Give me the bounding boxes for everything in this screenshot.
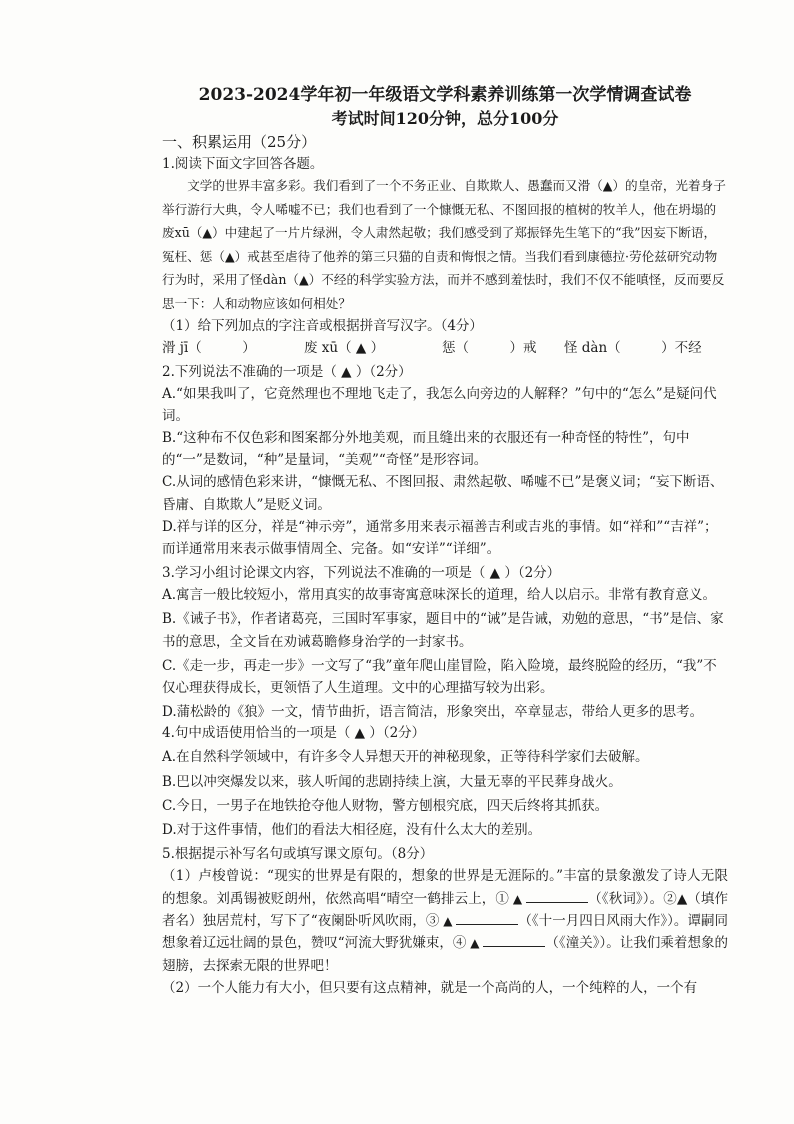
answer-blank-3[interactable]: ▲: [439, 914, 457, 929]
question-3-option-a: A.寓言一般比较短小，常用真实的故事寄寓意味深长的道理，给人以启示。非常有教育意义。: [162, 587, 717, 604]
question-2-option-d: D.祥与详的区分，祥是“神示旁”，通常多用来表示福善吉利或吉兆的事情。如“祥和”“吉祥”；而详通常用来表示做事情周全、完备。如“安详”“详细”。: [162, 518, 718, 557]
answer-blank-1[interactable]: ▲: [509, 891, 527, 906]
q5-p1-text: （1）卢梭曾说：“现实的世界是有限的，想象的世界是无涯际的。”丰富的景象激发了诗人无限的想象。刘禹锡被贬朗州，依然高唱“晴空一鹤排云上，①: [162, 868, 728, 907]
blank-line-3[interactable]: [456, 912, 518, 925]
question-4-heading: 4.句中成语使用恰当的一项是（ ▲ ）（2分）: [162, 725, 426, 742]
exam-subtitle: 考试时间120分钟，总分100分: [331, 109, 559, 128]
question-1-sub1: （1）给下列加点的字注音或根据拼音写汉字。（4分）: [162, 317, 483, 334]
question-1-heading: 1.阅读下面文字回答各题。: [162, 156, 324, 172]
question-5-heading: 5.根据提示补写名句或填写课文原句。（8分）: [162, 846, 434, 863]
question-3-option-b: B.《诫子书》，作者诸葛亮，三国时军事家，题目中的“诫”是告诫，劝勉的意思，“书”是信、家书的意思，全文旨在劝诫葛瞻修身治学的一封家书。: [162, 611, 724, 650]
question-4-option-a: A.在自然科学领域中，有许多令人异想天开的神秘现象，正等待科学家们去破解。: [162, 749, 649, 766]
question-2-option-b: B.“这种布不仅色彩和图案都分外地美观，而且缝出来的衣服还有一种奇怪的特性”，句中的“一”是数词，“种”是量词，“美观”“奇怪”是形容词。: [162, 429, 690, 469]
q5-p1-b: （《秋词》）。②▲（填作者名）独居荒村，写下了“夜阑卧听风吹雨，③: [162, 890, 729, 930]
answer-blank-4[interactable]: ▲: [466, 936, 484, 951]
item-2: 废 xū（ ▲ ）: [304, 339, 385, 356]
q5-p1-c: （《十一月四日风雨大作》）。谭嗣同想象着辽远壮阔的景色，赞叹“河流大野犹嫌束，④: [162, 913, 729, 952]
section-heading: 一、积累运用（25分）: [162, 133, 317, 151]
item-4: 怪 dàn（ ）不经: [564, 339, 702, 356]
question-3-option-d: D.蒲松龄的《狼》一文，情节曲折，语言简洁，形象突出，卒章显志，带给人更多的思考。: [162, 704, 704, 721]
exam-title: 2023-2024学年初一年级语文学科素养训练第一次学情调查试卷: [198, 85, 692, 105]
question-5-part-2: （2）一个人能力有大小，但只要有这点精神，就是一个高尚的人，一个纯粹的人，一个有: [162, 980, 698, 997]
exam-content: [162, 84, 728, 1000]
question-3-option-c: C.《走一步，再走一步》一文写了“我”童年爬山崖冒险，陷入险境，最终脱险的经历，“我”不仅心理获得成长，更领悟了人生道理。文中的心理描写较为出彩。: [162, 657, 717, 696]
question-1-items: [162, 337, 728, 359]
question-1-passage: 文学的世界丰富多彩。我们看到了一个不务正业、自欺欺人、愚蠢而又滑（▲）的皇帝，光着身子举行游行大典，令人唏嘘不已；我们也看到了一个慷慨无私、不图回报的植树的牧羊人，他在坍塌的废xū（▲）中建起了一片片绿洲，令人肃然起敬；我们感受到了郑振铎先生笔下的“我”因妄下断语，冤枉、惩（▲）戒甚至虐待了他养的第三只猫的自责和悔恨之情。当我们看到康德拉·劳伦兹研究动物行为时，采用了怪dàn（▲）不经的科学实验方法，而并不感到羞怯时，我们不仅不能嗔怪，反而要反思一下：人和动物应该如何相处？: [162, 178, 726, 311]
question-2-heading: 2.下列说法不准确的一项是（ ▲ ）（2分）: [162, 363, 412, 380]
question-4-option-d: D.对于这件事情，他们的看法大相径庭，没有什么太大的差别。: [162, 822, 542, 839]
item-3: 惩（ ）戒: [442, 339, 537, 356]
question-4-option-b: B.巴以冲突爆发以来，骇人听闻的悲剧持续上演，大量无辜的平民葬身战火。: [162, 773, 622, 790]
question-5-part-1: [162, 865, 728, 977]
question-4-option-c: C.今日，一男子在地铁抢夺他人财物，警方刨根究底，四天后终将其抓获。: [162, 797, 609, 814]
item-1: 滑 jī（ ）: [162, 339, 256, 356]
q5-p1-d: （《潼关》）。让我们乘着想象的翅膀，去探索无限的世界吧！: [162, 935, 729, 974]
question-3-heading: 3.学习小组讨论课文内容，下列说法不准确的一项是（ ▲ ）（2分）: [162, 565, 561, 582]
question-2-option-a: A.“如果我叫了，它竟然理也不理地飞走了，我怎么向旁边的人解释？”句中的“怎么”是疑问代词。: [162, 385, 717, 424]
question-2-option-c: C.从词的感情色彩来讲，“慷慨无私、不图回报、肃然起敬、唏嘘不已”是褒义词；“妄下断语、昏庸、自欺欺人”是贬义词。: [162, 474, 724, 513]
blank-line-4[interactable]: [483, 934, 545, 947]
blank-line-1[interactable]: [526, 890, 588, 903]
